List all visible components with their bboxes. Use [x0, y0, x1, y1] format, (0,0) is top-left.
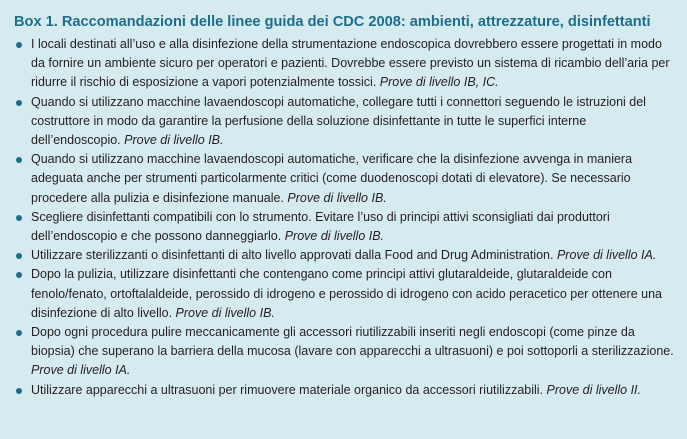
- list-item: [14, 323, 677, 381]
- evidence-level: Prove di livello IB, IC.: [379, 75, 499, 90]
- bullet-icon: [16, 215, 22, 221]
- evidence-level: Prove di livello IB.: [287, 190, 387, 205]
- bullet-icon: [16, 330, 22, 336]
- bullet-icon: [16, 157, 22, 163]
- evidence-level: Prove di livello IB.: [124, 133, 224, 148]
- bullet-icon: [16, 42, 22, 48]
- bullet-icon: [16, 253, 22, 259]
- list-item: [14, 93, 677, 151]
- bullet-icon: [16, 388, 22, 394]
- recommendation-list: [14, 35, 677, 400]
- list-item: [14, 265, 677, 323]
- evidence-level: Prove di livello IB.: [175, 305, 275, 320]
- recommendation-text: Utilizzare sterilizzanti o disinfettanti di alto livello approvati dalla Food and Drug Administration.: [31, 248, 554, 263]
- evidence-level: Prove di livello IA.: [556, 248, 657, 263]
- bullet-icon: [16, 100, 22, 106]
- recommendation-text: Dopo la pulizia, utilizzare disinfettanti che contengano come principi attivi glutaraldeide, glutaraldeide con fenolo/fenato, ortoftalaldeide, perossido di idrogeno e perossido di idrogeno con acido peracetico per ottenere una disinfezione di alto livello.: [31, 267, 662, 320]
- box-title: Box 1. Raccomandazioni delle linee guida dei CDC 2008: ambienti, attrezzature, disinfettanti: [14, 14, 651, 30]
- bullet-icon: [16, 272, 22, 278]
- recommendation-text: Quando si utilizzano macchine lavaendoscopi automatiche, collegare tutti i connettori seguendo le istruzioni del costruttore in modo da garantire la perfusione della soluzione disinfettante in tutte le superfici interne dell’endoscopio.: [31, 94, 646, 148]
- evidence-level: Prove di livello IA.: [31, 363, 131, 378]
- list-item: [14, 35, 677, 93]
- list-item: [14, 246, 677, 265]
- list-item: [14, 381, 677, 400]
- recommendation-text: Utilizzare apparecchi a ultrasuoni per rimuovere materiale organico da accessori riutilizzabili.: [31, 382, 544, 397]
- evidence-level: Prove di livello II.: [546, 382, 641, 397]
- recommendation-text: Quando si utilizzano macchine lavaendoscopi automatiche, verificare che la disinfezione avvenga in maniera adeguata anche per strumenti particolarmente critici (come duodenoscopi dotati di elevatore). Se necessario procedere alla pulizia e disinfezione manuale.: [31, 152, 633, 205]
- evidence-level: Prove di livello IB.: [284, 229, 385, 244]
- recommendation-text: I locali destinati all’uso e alla disinfezione della strumentazione endoscopica dovrebbero essere progettati in modo da fornire un ambiente sicuro per operatori e pazienti. Dovrebbe essere previsto un sistema di ricambio dell’aria per ridurre il rischio di esposizione a vapori potenzialmente tossici.: [31, 37, 670, 90]
- list-item: [14, 208, 677, 246]
- list-item: [14, 150, 677, 208]
- recommendation-text: Scegliere disinfettanti compatibili con lo strumento. Evitare l’uso di principi attivi sconsigliati dai produttori dell’endoscopio e che possono danneggiarlo.: [31, 209, 610, 244]
- recommendation-text: Dopo ogni procedura pulire meccanicamente gli accessori riutilizzabili inseriti negli endoscopi (come pinze da biopsia) che superano la barriera della mucosa (lavare con apparecchi a ultrasuoni) e poi sottoporli a sterilizzazione.: [31, 325, 674, 359]
